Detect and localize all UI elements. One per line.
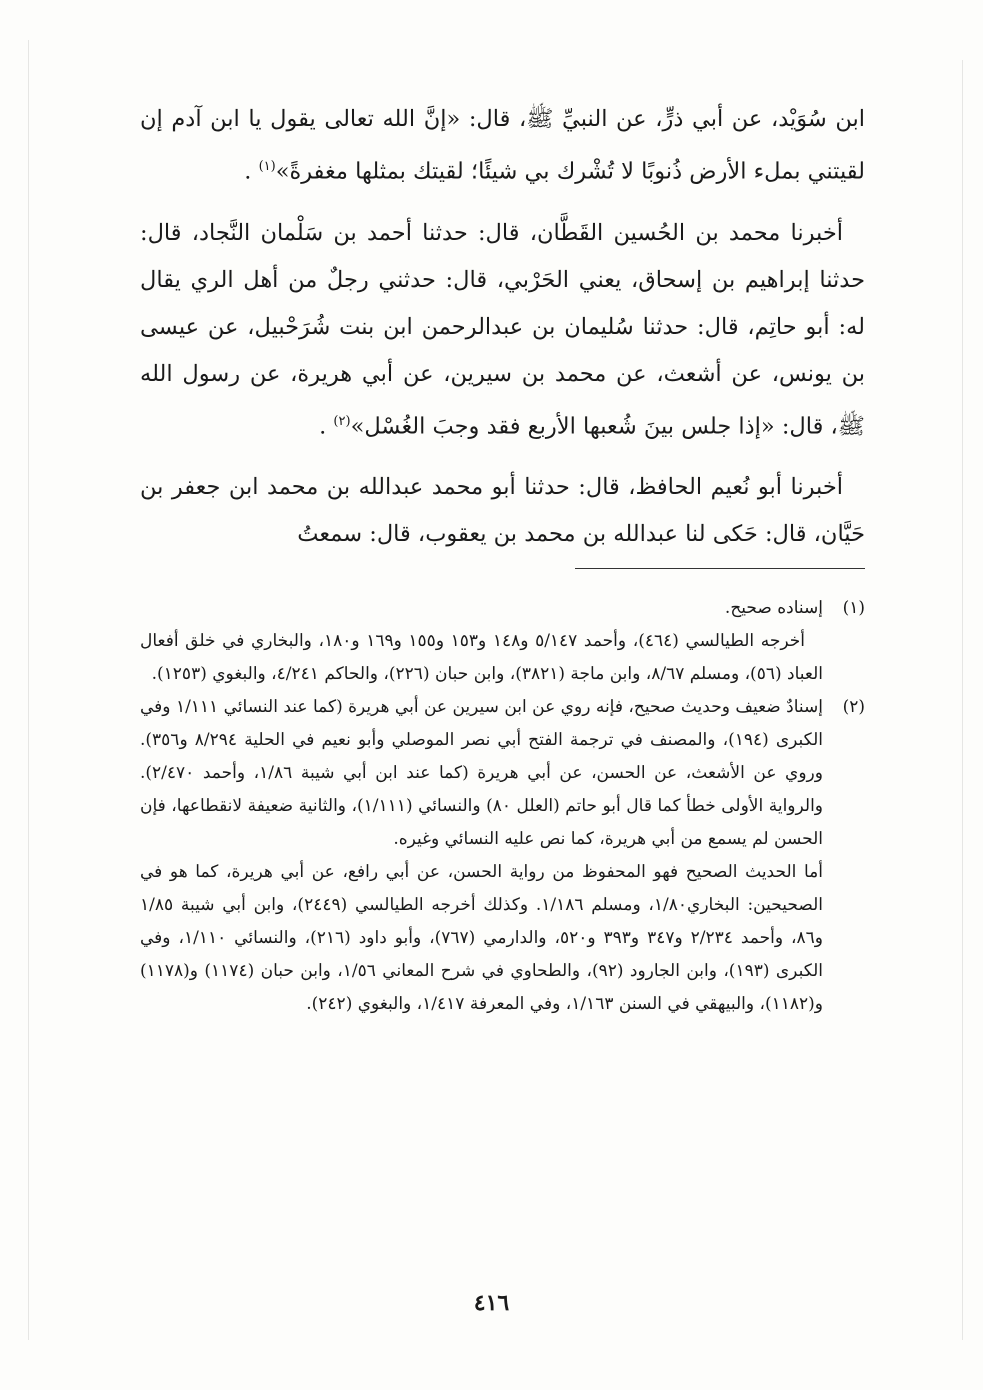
footnote-1 (140, 592, 865, 691)
footnote-text: إسناده صحيح. (724, 598, 823, 618)
footnote-text: أخرجه الطيالسي (٤٦٤)، وأحمد ٥/١٤٧ و١٤٨ و١٥٣ و١٥٥ و١٦٩ و١٨٠، والبخاري في خلق أفعال العباد (٥٦)، ومسلم ٨/٦٧، وابن ماجة (٣٨٢١)، وابن حبان (٢٢٦)، والحاكم ٤/٢٤١، والبغوي (١٢٥٣). (140, 631, 823, 684)
paragraph-text: ابن سُوَيْد، عن أبي ذرٍّ، عن النبيِّ ﷺ، قال: «إنَّ الله تعالى يقول يا ابن آدم إن لقيتني بملء الأرض ذُنوبًا لا تُشْرك بي شيئًا؛ لقيتك بمثلها مغفرةً» (140, 106, 865, 185)
paragraph-end: . (319, 413, 327, 439)
footnotes (140, 592, 865, 1021)
main-text (140, 96, 865, 572)
scan-edge-mark (28, 40, 29, 1340)
paragraph (140, 464, 865, 558)
footnote-ref: (٢) (333, 413, 351, 429)
paragraph (140, 210, 865, 451)
footnote-2 (140, 691, 865, 1021)
footnote-separator (575, 568, 865, 569)
footnote-text: إسنادٌ ضعيف وحديث صحيح، فإنه روي عن ابن سيرين عن أبي هريرة (كما عند النسائي ١/١١١ وفي الكبرى (١٩٤)، والمصنف في ترجمة الفتح أبي نصر الموصلي وأبو نعيم في الحلية ٨/٢٩٤ و٣٥٦). وروي عن الأشعث، عن الحسن، عن أبي هريرة (كما عند ابن أبي شيبة ١/٨٦، وأحمد ٢/٤٧٠). والرواية الأولى خطأ كما قال أبو حاتم (العلل ٨٠) والنسائي (١/١١١)، والثانية ضعيفة لانقطاعها، فإن الحسن لم يسمع من أبي هريرة، كما نص عليه النسائي وغيره. (140, 697, 823, 849)
footnote-text: أما الحديث الصحيح فهو المحفوظ من رواية الحسن، عن أبي رافع، عن أبي هريرة، كما هو في الصحيحين: البخاري١/٨٠، ومسلم ١/١٨٦. وكذلك أخرجه الطيالسي (٢٤٤٩)، وابن أبي شيبة ١/٨٥ و٨٦، وأحمد ٢/٢٣٤ و٣٤٧ و٣٩٣ و٥٢٠، والدارمي (٧٦٧)، وأبو داود (٢١٦)، والنسائي ١/١١٠، وفي الكبرى (١٩٣)، وابن الجارود (٩٢)، والطحاوي في شرح المعاني ١/٥٦، وابن حبان (١١٧٤) و(١١٧٨) و(١١٨٢)، والبيهقي في السنن ١/١٦٣، وفي المعرفة ١/٤١٧، والبغوي (٢٤٢). (140, 862, 824, 1014)
footnote-number: (١) (842, 598, 865, 618)
scan-edge-mark (962, 60, 963, 1340)
paragraph-end: . (244, 158, 252, 185)
footnote-ref: (١) (258, 159, 276, 174)
footnote-number: (٢) (842, 697, 865, 717)
paragraph (140, 96, 865, 196)
paragraph-text: أخبرنا أبو نُعيم الحافظ، قال: حدثنا أبو محمد عبدالله بن محمد ابن جعفر بن حَيَّان، قال: حَكى لنا عبدالله بن محمد بن يعقوب، قال: سمعتُ (140, 474, 865, 547)
page-number: ٤١٦ (473, 1290, 510, 1316)
paragraph-text: أخبرنا محمد بن الحُسين القَطَّان، قال: حدثنا أحمد بن سَلْمان النَّجاد، قال: حدثنا إبراهيم بن إسحاق، يعني الحَرْبي، قال: حدثني رجلٌ من أهل الري يقال له: أبو حاتِم، قال: حدثنا سُليمان بن عبدالرحمن ابن بنت شُرَحْبيل، عن عيسى بن يونس، عن أشعث، عن محمد بن سيرين، عن أبي هريرة، عن رسول الله ﷺ، قال: «إذا جلس بينَ شُعبها الأربع فقد وجبَ الغُسْل» (140, 219, 865, 439)
